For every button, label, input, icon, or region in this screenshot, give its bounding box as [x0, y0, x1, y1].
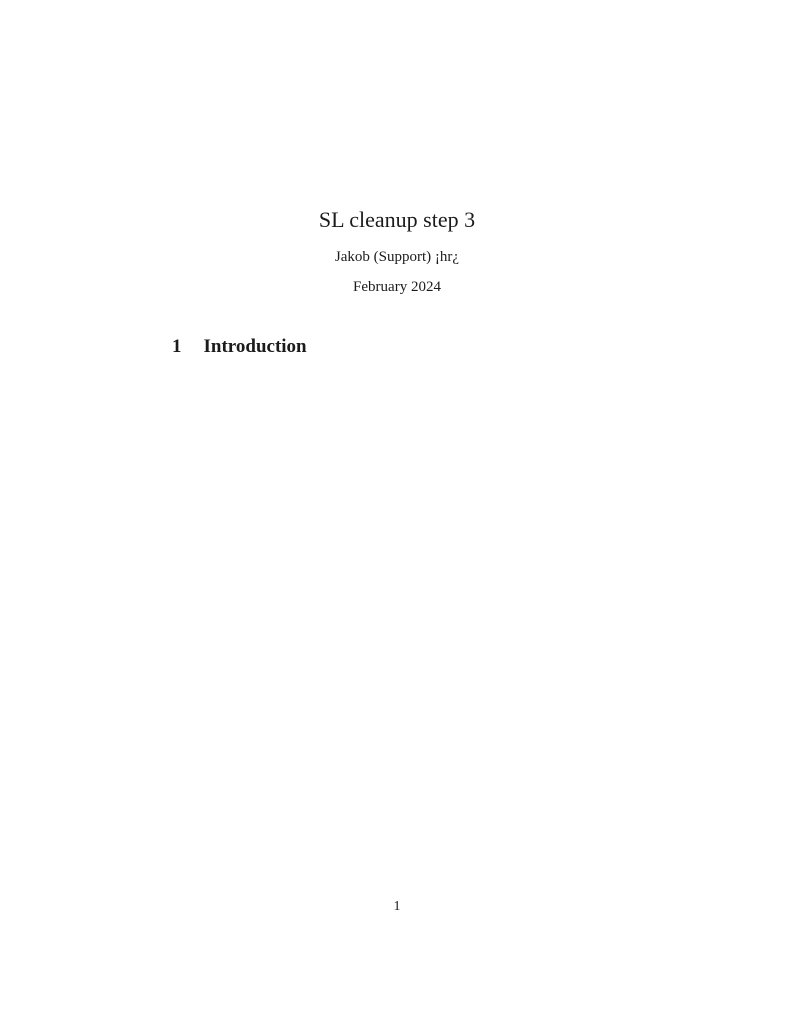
- section-title: Introduction: [203, 336, 307, 357]
- document-date: February 2024: [353, 279, 441, 296]
- document-title: SL cleanup step 3: [318, 207, 476, 232]
- document-author: Jakob (Support) ¡hr¿: [334, 249, 460, 266]
- section-heading: [172, 336, 307, 358]
- title-block: [0, 207, 794, 296]
- section-number: 1: [172, 336, 182, 357]
- page-number: 1: [393, 899, 401, 914]
